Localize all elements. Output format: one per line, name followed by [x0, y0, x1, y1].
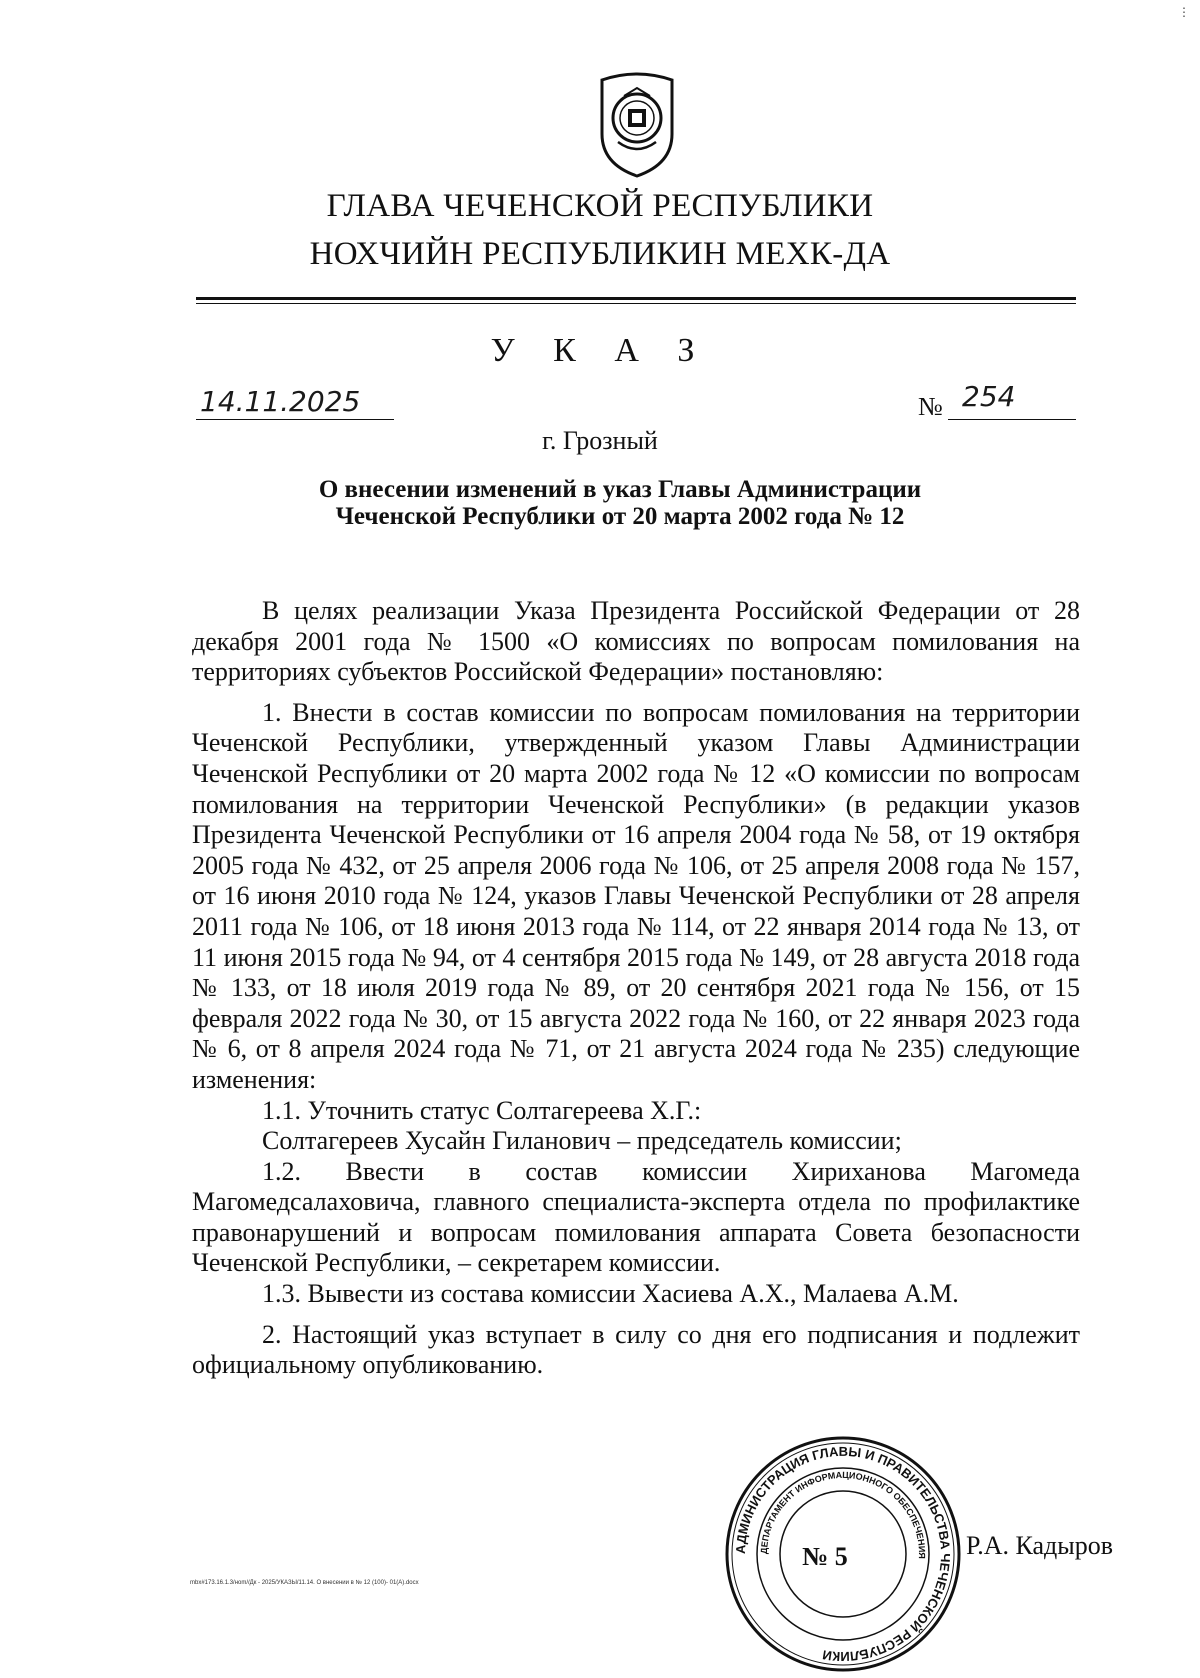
item-2-paragraph: 2. Настоящий указ вступает в силу со дня его подписания и подлежит официальному опубликованию.	[192, 1319, 1080, 1380]
file-path-footer: mbx#173.16.1.3/ноm//Дк - 2025/УКАЗЫ/11.14. О внесении в № 12 (100)- 01(А).docx	[190, 1580, 419, 1586]
header-title-che: НОХЧИЙН РЕСПУБЛИКИН МЕХК-ДА	[309, 236, 891, 272]
stamp-number: № 5	[802, 1542, 848, 1571]
signer-name: Р.А. Кадыров	[966, 1531, 1113, 1560]
header-divider-thin	[196, 303, 1076, 304]
item-1-2-paragraph: 1.2. Ввести в состав комиссии Хириханова Магомеда Магомедсалаховича, главного специалиста-эксперта отдела по профилактике правонарушений и вопросам помилования аппарата Совета безопасности Чеченской Республики, – секретарем комиссии.	[192, 1156, 1080, 1278]
item-1-paragraph: 1. Внести в состав комиссии по вопросам помилования на территории Чеченской Республики, утвержденный указом Главы Администрации Чеченской Республики от 20 марта 2002 года № 12 «О комиссии по вопросам помилования на территории Чеченской Республики» (в редакции указов Президента Чеченской Республики от 16 апреля 2004 года № 58, от 19 октября 2005 года № 432, от 25 апреля 2006 года № 106, от 25 апреля 2008 года № 157, от 16 июня 2010 года № 124, указов Главы Чеченской Республики от 28 апреля 2011 года № 106, от 18 июня 2013 года № 114, от 22 января 2014 года № 13, от 11 июня 2015 года № 94, от 4 сентября 2015 года № 149, от 28 августа 2018 года № 133, от 18 июля 2019 года № 89, от 20 сентября 2021 года № 156, от 15 февраля 2022 года № 30, от 15 августа 2022 года № 160, от 22 января 2023 года № 6, от 8 апреля 2024 года № 71, от 21 августа 2024 года № 235) следующие изменения:	[192, 697, 1080, 1094]
document-body	[192, 596, 1080, 1381]
number-underline	[948, 419, 1076, 420]
document-number-handwritten: 254	[962, 380, 1016, 413]
item-1-1-text-paragraph: Солтагереев Хусайн Гиланович – председатель комиссии;	[262, 1126, 902, 1156]
preamble-paragraph: В целях реализации Указа Президента Российской Федерации от 28 декабря 2001 года № 1500 «О комиссиях по вопросам помилования на территориях субъектов Российской Федерации» постановляю:	[192, 596, 1080, 687]
document-title-line-2: Чеченской Республики от 20 марта 2002 года № 12	[335, 503, 905, 530]
coat-of-arms-emblem	[596, 72, 678, 178]
official-stamp	[724, 1435, 962, 1673]
scan-edge-mark: ⋮	[1178, 5, 1190, 19]
document-title	[230, 476, 1010, 530]
item-1-1-paragraph: 1.1. Уточнить статус Солтагереева Х.Г.:	[262, 1095, 702, 1125]
date-underline	[196, 419, 394, 420]
number-label: №	[918, 392, 943, 421]
document-type: У К А З	[490, 332, 710, 369]
document-city: г. Грозный	[542, 426, 658, 455]
stamp-outer-text: АДМИНИСТРАЦИЯ ГЛАВЫ И ПРАВИТЕЛЬСТВА ЧЕЧЕНСКОЙ РЕСПУБЛИКИ	[732, 1443, 954, 1665]
document-date-handwritten: 14.11.2025	[200, 385, 361, 418]
stamp-inner-text: ДЕПАРТАМЕНТ ИНФОРМАЦИОННОГО ОБЕСПЕЧЕНИЯ	[758, 1469, 928, 1559]
header-title-ru: ГЛАВА ЧЕЧЕНСКОЙ РЕСПУБЛИКИ	[326, 188, 874, 224]
header-divider-thick	[196, 297, 1076, 300]
item-1-3-paragraph: 1.3. Вывести из состава комиссии Хасиева А.Х., Малаева А.М.	[262, 1279, 959, 1309]
document-title-line-1: О внесении изменений в указ Главы Администрации	[318, 476, 922, 503]
